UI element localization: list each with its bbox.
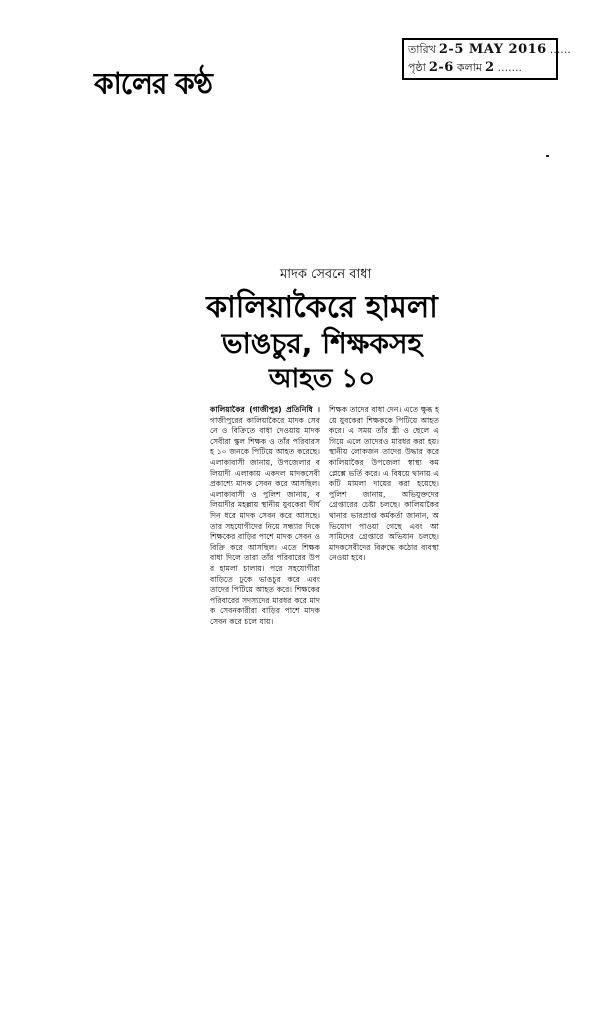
stamp-column-label: কলাম [456, 61, 483, 74]
article-column-left [210, 405, 320, 827]
stamp-page-row [408, 59, 552, 77]
article-body-col2: শিক্ষক তাদের বাধা দেন। এতে ক্ষুব্ধ হয়ে যুবকেরা শিক্ষককে পিটিয়ে আহত করে। এ সময় তাঁর স্ত্রী ও ছেলে এগিয়ে এলে তাদেরও মারধর করা হয়। স্থানীয় লোকজন তাদের উদ্ধার করে কালিয়াকৈর উপজেলা স্বাস্থ্য কমপ্লেক্সে ভর্তি করে। এ বিষয়ে থানায় একটি মামলা দায়ের করা হয়েছে। পুলিশ জানায়, অভিযুক্তদের গ্রেপ্তারের চেষ্টা চলছে। কালিয়াকৈর থানার ভারপ্রাপ্ত কর্মকর্তা জানান, অভিযোগ পাওয়া গেছে এবং আসামিদের গ্রেপ্তারে অভিযান চলছে। মাদকসেবীদের বিরুদ্ধে কঠোর ব্যবস্থা নেওয়া হবে। [329, 405, 439, 563]
headline-line-2: ভাঙচুর, শিক্ষকসহ [221, 327, 423, 360]
article-dateline: কালিয়াকৈর (গাজীপুর) প্রতিনিধি । [210, 405, 320, 414]
stamp-date-label: তারিখ [408, 43, 436, 56]
archive-date-stamp [402, 38, 571, 80]
stamp-page-label: পৃষ্ঠা [408, 61, 426, 74]
stamp-dots-1: ...... [549, 43, 571, 56]
article-column-right [329, 405, 439, 581]
stamp-dots-2: ....... [497, 61, 523, 74]
stamp-date-value: 2-5 MAY 2016 [438, 42, 547, 57]
article-kicker: মাদক সেবনে বাধা [280, 267, 372, 282]
headline-line-1: কালিয়াকৈরে হামলা [206, 290, 438, 325]
stamp-column-value: 2 [485, 60, 495, 75]
masthead-logo: কালের কণ্ঠ [94, 66, 212, 101]
stamp-page-value: 2-6 [428, 60, 454, 75]
scan-speck [546, 155, 549, 157]
headline-line-3: আহত ১০ [268, 364, 376, 394]
stamp-date-row [408, 41, 571, 59]
article-body-col1: গাজীপুরের কালিয়াকৈরে মাদক সেবনে ও বিক্রিতে বাধা দেওয়ায় মাদকসেবীরা স্কুল শিক্ষক ও তাঁর পরিবারসহ ১০ জনকে পিটিয়ে আহত করেছে। এলাকাবাসী জানায়, উপজেলার বলিয়াদী এলাকায় একদল মাদকসেবী প্রকাশ্যে মাদক সেবন করে আসছিল। এলাকাবাসী ও পুলিশ জানায়, বলিয়াদীর মহল্লায় স্থানীয় যুবকেরা দীর্ঘদিন ধরে মাদক সেবন করে আসছে। তার সহযোগীদের নিয়ে সন্ধ্যার দিকে শিক্ষকের বাড়ির পাশে মাদক সেবন ও বিক্রি করে আসছিল। এতে শিক্ষক বাধা দিলে তারা তাঁর পরিবারের উপর হামলা চালায়। পরে সহযোগীরা বাড়িতে ঢুকে ভাঙচুর করে এবং তাদের পিটিয়ে আহত করে। শিক্ষকের পরিবারের সদস্যদের মারধর করে মাদক সেবনকারীরা বাড়ির পাশে মাদক সেবন করে চলে যায়। [210, 415, 320, 626]
